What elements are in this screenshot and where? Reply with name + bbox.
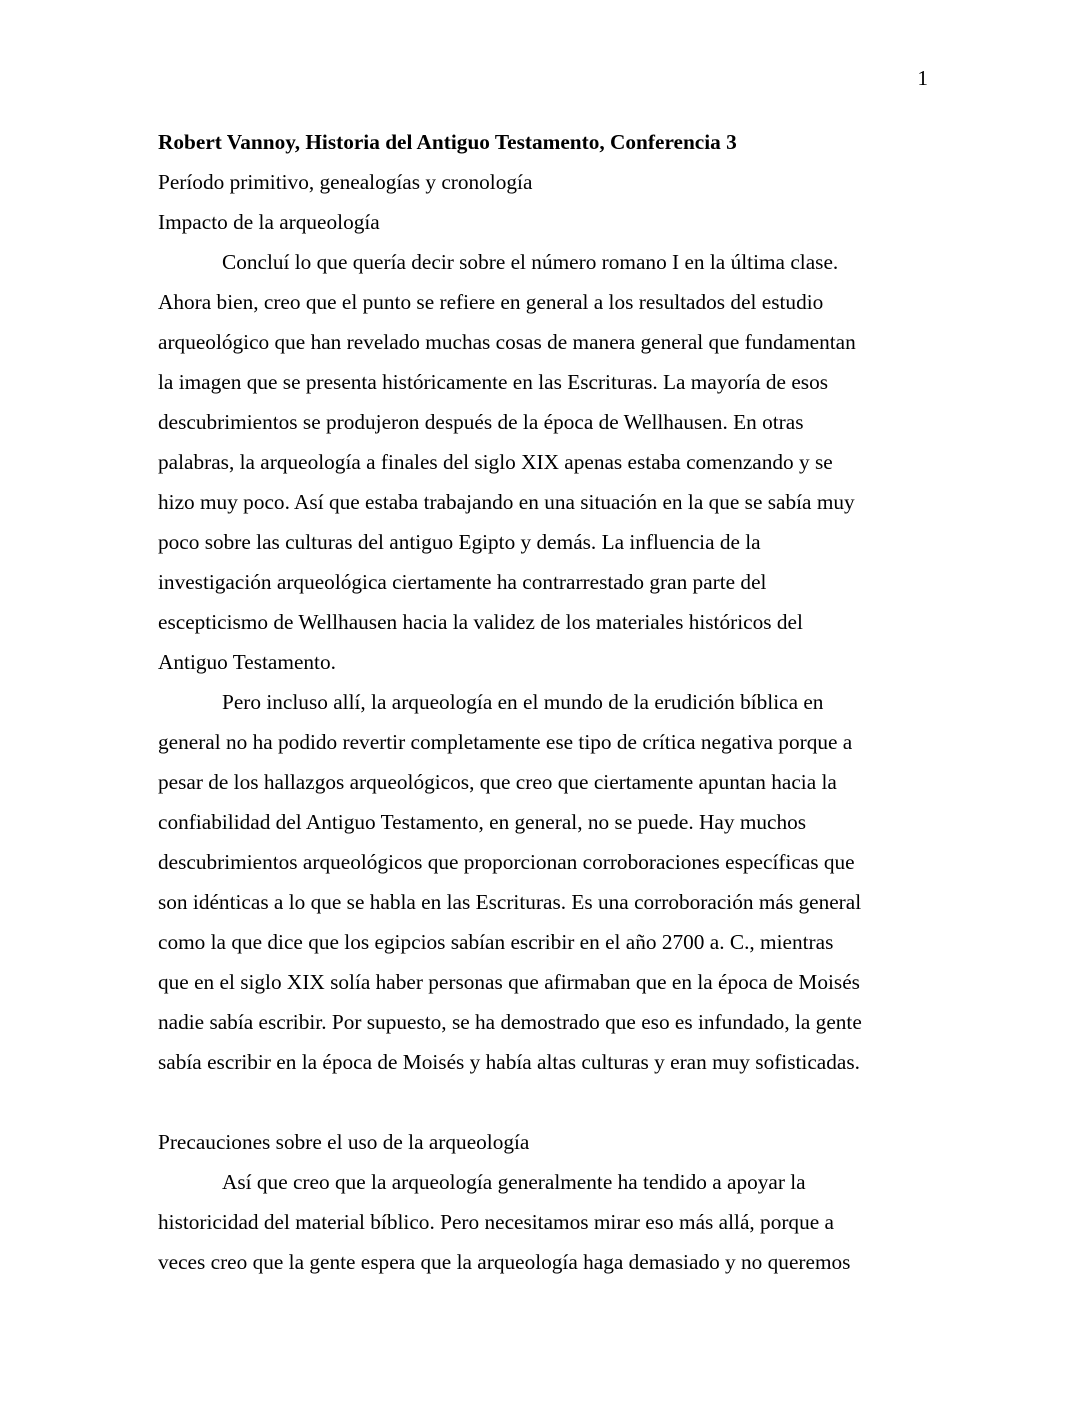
section-heading: Período primitivo, genealogías y cronología: [158, 170, 533, 194]
text-line: la imagen que se presenta históricamente en las Escrituras. La mayoría de esos: [158, 370, 829, 394]
text-line: que en el siglo XIX solía haber personas que afirmaban que en la época de Moisés: [158, 970, 860, 994]
text-line: nadie sabía escribir. Por supuesto, se ha demostrado que eso es infundado, la gente: [158, 1010, 862, 1034]
text-line: sabía escribir en la época de Moisés y había altas culturas y eran muy sofisticadas.: [158, 1050, 860, 1074]
text-line: poco sobre las culturas del antiguo Egipto y demás. La influencia de la: [158, 530, 761, 554]
text-line: Concluí lo que quería decir sobre el número romano I en la última clase.: [222, 250, 839, 274]
document-title: Robert Vannoy, Historia del Antiguo Testamento, Conferencia 3: [158, 130, 737, 154]
text-line: Ahora bien, creo que el punto se refiere en general a los resultados del estudio: [158, 290, 824, 314]
text-line: escepticismo de Wellhausen hacia la validez de los materiales históricos del: [158, 610, 803, 634]
text-line: general no ha podido revertir completamente ese tipo de crítica negativa porque a: [158, 730, 853, 754]
text-line: Antiguo Testamento.: [158, 650, 336, 674]
text-line: arqueológico que han revelado muchas cosas de manera general que fundamentan: [158, 330, 856, 354]
text-line: confiabilidad del Antiguo Testamento, en general, no se puede. Hay muchos: [158, 810, 807, 834]
section-heading: Impacto de la arqueología: [158, 210, 380, 234]
blank-line: [158, 1082, 933, 1122]
page-number: 1: [917, 66, 928, 90]
text-line: investigación arqueológica ciertamente ha contrarrestado gran parte del: [158, 570, 767, 594]
section-heading: Precauciones sobre el uso de la arqueología: [158, 1130, 530, 1154]
text-line: son idénticas a lo que se habla en las Escrituras. Es una corroboración más general: [158, 890, 862, 914]
text-line: Así que creo que la arqueología generalmente ha tendido a apoyar la: [222, 1170, 806, 1194]
document-body: [158, 122, 933, 1282]
text-line: historicidad del material bíblico. Pero necesitamos mirar eso más allá, porque a: [158, 1210, 834, 1234]
text-line: pesar de los hallazgos arqueológicos, que creo que ciertamente apuntan hacia la: [158, 770, 837, 794]
text-line: descubrimientos se produjeron después de la época de Wellhausen. En otras: [158, 410, 804, 434]
text-line: palabras, la arqueología a finales del siglo XIX apenas estaba comenzando y se: [158, 450, 833, 474]
text-line: hizo muy poco. Así que estaba trabajando en una situación en la que se sabía muy: [158, 490, 855, 514]
text-line: Pero incluso allí, la arqueología en el mundo de la erudición bíblica en: [222, 690, 824, 714]
text-line: como la que dice que los egipcios sabían escribir en el año 2700 a. C., mientras: [158, 930, 834, 954]
text-line: veces creo que la gente espera que la arqueología haga demasiado y no queremos: [158, 1250, 851, 1274]
text-line: descubrimientos arqueológicos que proporcionan corroboraciones específicas que: [158, 850, 855, 874]
